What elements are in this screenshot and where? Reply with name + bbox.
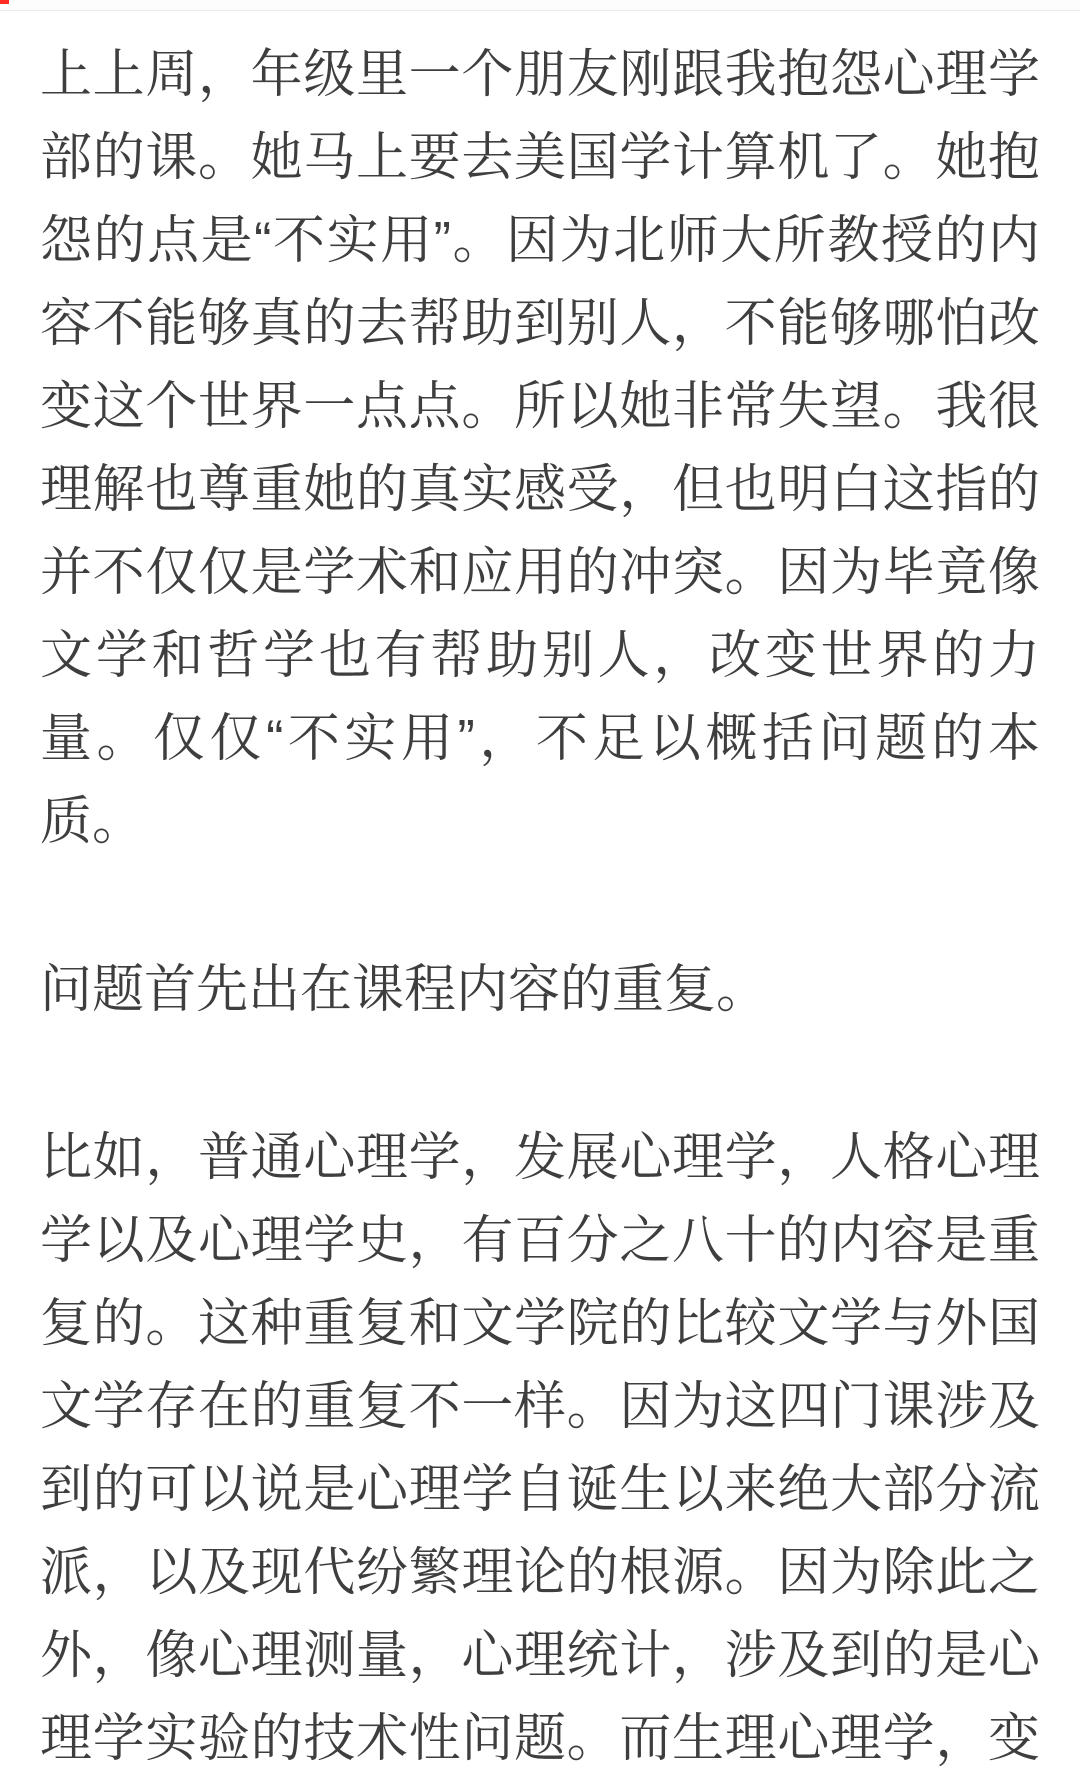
text-line: 变这个世界一点点。所以她非常失望。我很 [40,378,1040,436]
paragraph [40,949,1040,1032]
text-line: 外，像心理测量，心理统计，涉及到的是心 [40,1627,1040,1685]
paragraph [40,1117,1040,1768]
text-line: 学以及心理学史，有百分之八十的内容是重 [40,1212,1040,1270]
text-line: 复的。这种重复和文学院的比较文学与外国 [40,1295,1040,1353]
text-line: 上上周，年级里一个朋友刚跟我抱怨心理学 [40,46,1040,104]
red-corner-indicator [0,0,9,4]
text-line: 质。 [40,793,145,851]
text-line: 理解也尊重她的真实感受，但也明白这指的 [40,461,1040,519]
text-line: 比如，普通心理学，发展心理学，人格心理 [40,1129,1040,1187]
text-line: 问题首先出在课程内容的重复。 [40,961,769,1019]
paragraph [40,34,1040,864]
text-line: 怨的点是“不实用”。因为北师大所教授的内 [40,212,1040,270]
top-divider [0,0,1080,11]
text-line: 到的可以说是心理学自诞生以来绝大部分流 [40,1461,1040,1519]
text-line: 文学存在的重复不一样。因为这四门课涉及 [40,1378,1040,1436]
text-line: 容不能够真的去帮助到别人，不能够哪怕改 [40,295,1040,353]
text-line: 理学实验的技术性问题。而生理心理学，变 [40,1710,1040,1768]
text-line: 量。仅仅“不实用”，不足以概括问题的本 [40,710,1040,768]
article-body [0,11,1080,1768]
text-line: 并不仅仅是学术和应用的冲突。因为毕竟像 [40,544,1040,602]
text-line: 文学和哲学也有帮助别人，改变世界的力 [40,627,1040,685]
text-line: 派，以及现代纷繁理论的根源。因为除此之 [40,1544,1040,1602]
text-line: 部的课。她马上要去美国学计算机了。她抱 [40,129,1040,187]
